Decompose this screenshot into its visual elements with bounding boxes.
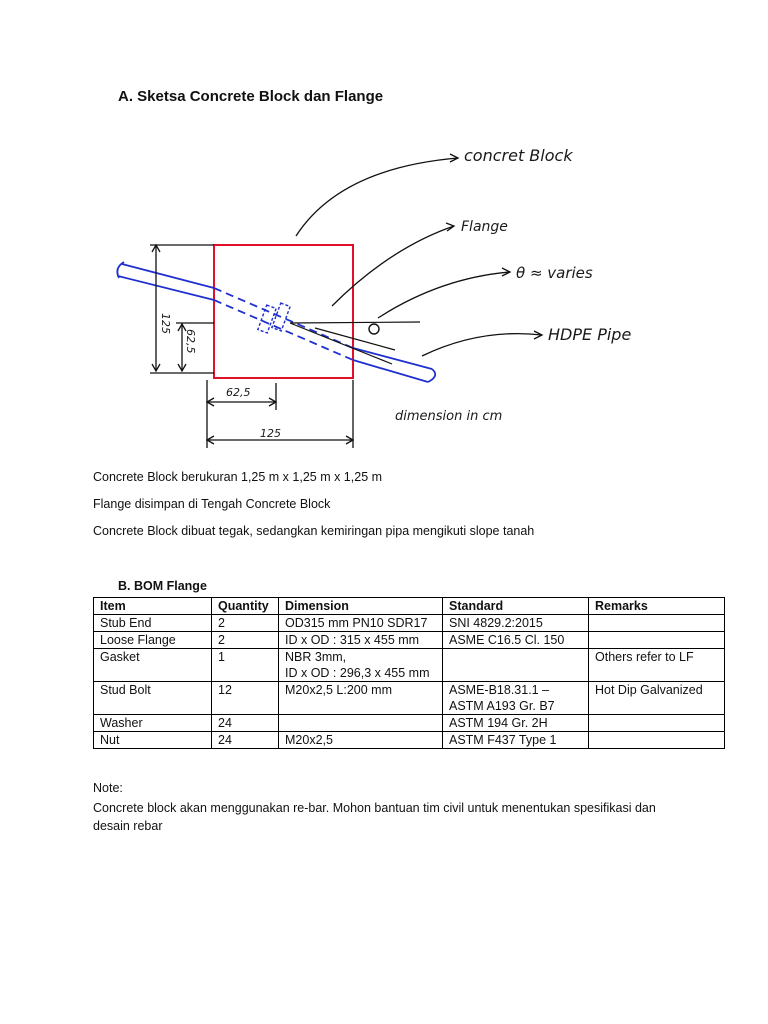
cell-dimension: M20x2,5 <box>279 732 443 749</box>
cell-remarks <box>589 615 725 632</box>
cell-dimension: M20x2,5 L:200 mm <box>279 682 443 715</box>
cell-remarks <box>589 632 725 649</box>
cell-quantity: 1 <box>212 649 279 682</box>
col-remarks: Remarks <box>589 598 725 615</box>
cell-item: Loose Flange <box>94 632 212 649</box>
dimension-note: dimension in cm <box>395 409 503 424</box>
cell-remarks <box>589 715 725 732</box>
cell-remarks <box>589 732 725 749</box>
section-b-title: B. BOM Flange <box>118 579 207 593</box>
bom-header-row <box>94 598 725 615</box>
height-dimension <box>150 245 214 373</box>
flange-callout: Flange <box>461 219 508 235</box>
flange-symbol <box>258 303 290 333</box>
cell-standard <box>443 649 589 682</box>
flange-height-label: 62,5 <box>184 329 197 354</box>
half-width-label: 62,5 <box>226 386 251 399</box>
table-row <box>94 732 725 749</box>
slope-reference <box>290 322 420 364</box>
cell-item: Stud Bolt <box>94 682 212 715</box>
col-dimension: Dimension <box>279 598 443 615</box>
table-row <box>94 682 725 715</box>
table-row <box>94 615 725 632</box>
concrete-block-callout: concret Block <box>464 146 573 165</box>
cell-standard: ASTM F437 Type 1 <box>443 732 589 749</box>
note-label: Note: <box>93 781 123 795</box>
angle-symbol-icon <box>369 324 379 334</box>
cell-item: Nut <box>94 732 212 749</box>
angle-callout: θ ≈ varies <box>516 264 593 282</box>
cell-quantity: 2 <box>212 632 279 649</box>
cell-dimension: ID x OD : 315 x 455 mm <box>279 632 443 649</box>
pipe-callout: HDPE Pipe <box>548 325 632 344</box>
cell-dimension: NBR 3mm, ID x OD : 296,3 x 455 mm <box>279 649 443 682</box>
cell-standard: ASTM 194 Gr. 2H <box>443 715 589 732</box>
cell-remarks: Others refer to LF <box>589 649 725 682</box>
cell-standard: ASME-B18.31.1 – ASTM A193 Gr. B7 <box>443 682 589 715</box>
cell-dimension <box>279 715 443 732</box>
section-a-title: A. Sketsa Concrete Block dan Flange <box>118 88 384 105</box>
height-label: 125 <box>159 313 172 334</box>
table-row <box>94 715 725 732</box>
block-size-text: Concrete Block berukuran 1,25 m x 1,25 m x 1,25 m <box>93 470 383 484</box>
table-row <box>94 632 725 649</box>
cell-quantity: 24 <box>212 732 279 749</box>
width-label: 125 <box>260 427 281 440</box>
bom-table <box>93 597 725 749</box>
cell-item: Stub End <box>94 615 212 632</box>
cell-quantity: 2 <box>212 615 279 632</box>
note-text: Concrete block akan menggunakan re-bar. Mohon bantuan tim civil untuk menentukan spesifikasi dan desain rebar <box>93 801 656 833</box>
col-standard: Standard <box>443 598 589 615</box>
cell-dimension: OD315 mm PN10 SDR17 <box>279 615 443 632</box>
table-row <box>94 649 725 682</box>
cell-remarks: Hot Dip Galvanized <box>589 682 725 715</box>
cell-quantity: 12 <box>212 682 279 715</box>
flange-position-text: Flange disimpan di Tengah Concrete Block <box>93 497 331 511</box>
col-quantity: Quantity <box>212 598 279 615</box>
concrete-block-outline <box>214 245 353 378</box>
col-item: Item <box>94 598 212 615</box>
concrete-block-sketch <box>110 128 660 460</box>
leader-lines <box>296 154 542 356</box>
slope-text: Concrete Block dibuat tegak, sedangkan kemiringan pipa mengikuti slope tanah <box>93 524 535 538</box>
cell-standard: SNI 4829.2:2015 <box>443 615 589 632</box>
cell-quantity: 24 <box>212 715 279 732</box>
cell-standard: ASME C16.5 Cl. 150 <box>443 632 589 649</box>
cell-item: Washer <box>94 715 212 732</box>
cell-item: Gasket <box>94 649 212 682</box>
